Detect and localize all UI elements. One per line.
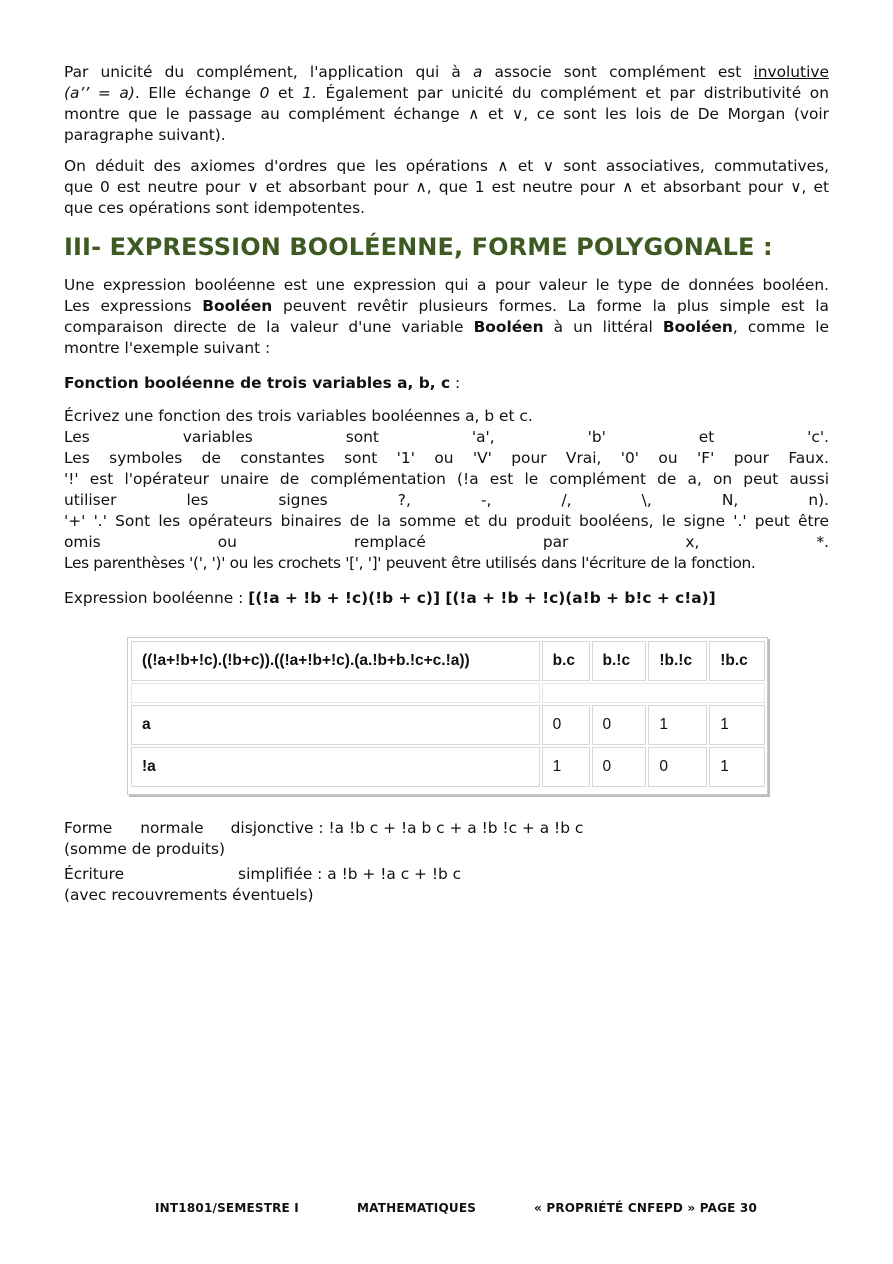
text-line	[64, 83, 829, 104]
expression-label: Expression booléenne :	[64, 589, 249, 607]
footer-course-code: INT1801/SEMESTRE I	[155, 1201, 299, 1215]
text-line: montre que le passage au complément échange ∧ et ∨, ce sont les lois de De Morgan (voir	[64, 105, 829, 123]
constant-one: 1.	[302, 84, 317, 102]
rule-line: Écrivez une fonction des trois variables booléennes a, b et c.	[64, 407, 533, 425]
paragraph-involution	[64, 62, 829, 146]
rule-line: Les variables sont 'a', 'b' et 'c'.	[64, 428, 829, 446]
rule-line: '!' est l'opérateur unaire de complémentation (!a est le complément de a, on peut aussi	[64, 470, 829, 488]
rule-line: '+' '.' Sont les opérateurs binaires de la somme et du produit booléens, le signe '.' peut être	[64, 512, 829, 530]
text-span: Par unicité du complément, l'application qui à	[64, 63, 461, 81]
bold-term: Booléen	[662, 318, 733, 336]
table-spacer-cell	[131, 683, 540, 703]
paragraph-boolean-expression	[64, 275, 829, 359]
text-span: disjonctive : !a !b c + !a b c + a !b !c + a !b c	[230, 819, 584, 837]
ecriture-subtitle: (avec recouvrements éventuels)	[64, 886, 314, 904]
ecriture-block	[64, 864, 461, 906]
table-cell: 1	[648, 705, 707, 745]
forme-normale-subtitle: (somme de produits)	[64, 840, 225, 858]
table-spacer-cell	[542, 683, 765, 703]
text-span: Écriture	[64, 865, 125, 883]
table-cell: 0	[648, 747, 707, 787]
document-body	[64, 62, 829, 609]
row-label: !a	[131, 747, 540, 787]
bold-term: Booléen	[473, 318, 544, 336]
subheading-rest: :	[450, 374, 461, 392]
subheading	[64, 373, 829, 394]
text-line	[64, 317, 829, 338]
forme-normale-line	[64, 818, 583, 839]
involutive-term: involutive	[753, 63, 829, 81]
text-span: . Elle échange	[134, 84, 251, 102]
text-line: Une expression booléenne est une expression qui a pour valeur le type de données booléen.	[64, 276, 829, 294]
table-header-cell: b.c	[542, 641, 590, 681]
table-cell: 1	[542, 747, 590, 787]
variable-a: a	[472, 63, 483, 81]
bold-term: Booléen	[202, 297, 273, 315]
text-span: comparaison directe de la valeur d'une variable	[64, 318, 464, 336]
footer-subject: MATHEMATIQUES	[357, 1201, 477, 1215]
section-heading: III- EXPRESSION BOOLÉENNE, FORME POLYGONALE :	[64, 233, 773, 261]
karnaugh-grid	[129, 639, 767, 789]
rules-block	[64, 406, 829, 574]
text-line: On déduit des axiomes d'ordres que les opérations ∧ et ∨ sont associatives, commutatives,	[64, 157, 829, 175]
table-header-cell: b.!c	[592, 641, 647, 681]
table-cell: 1	[709, 747, 765, 787]
table-header-cell: !b.c	[709, 641, 765, 681]
ecriture-line	[64, 864, 461, 885]
text-line: paragraphe suivant).	[64, 126, 226, 144]
text-span: peuvent revêtir plusieurs formes. La forme la plus simple est la	[282, 297, 829, 315]
rule-line: Les parenthèses '(', ')' ou les crochets '[', ']' peuvent être utilisés dans l'écriture de la fonction.	[64, 554, 756, 572]
rule-line: Les symboles de constantes sont '1' ou 'V' pour Vrai, '0' ou 'F' pour Faux.	[64, 449, 829, 467]
table-cell: 0	[592, 705, 647, 745]
karnaugh-table	[127, 637, 768, 795]
rule-line: omis ou remplacé par x, *.	[64, 533, 829, 551]
text-span: , comme le	[732, 318, 829, 336]
expression-value: [(!a + !b + !c)(!b + c)] [(!a + !b + !c)(a!b + b!c + c!a)]	[248, 589, 716, 607]
text-span: simplifiée : a !b + !a c + !b c	[238, 865, 462, 883]
constant-zero: 0	[259, 84, 270, 102]
table-spacer-row	[131, 683, 765, 703]
text-line	[64, 62, 829, 83]
subheading-bold: Fonction booléenne de trois variables a, b, c	[64, 374, 451, 392]
text-line: montre l'exemple suivant :	[64, 339, 271, 357]
rule-line: utiliser les signes ?, -, /, \, N, n).	[64, 491, 829, 509]
text-span: Également par unicité du complément et par distributivité on	[325, 84, 829, 102]
table-header-cell: !b.!c	[648, 641, 707, 681]
table-header-row	[131, 641, 765, 681]
text-line: que 0 est neutre pour ∨ et absorbant pour ∧, que 1 est neutre pour ∧ et absorbant pour ∨, et	[64, 178, 829, 196]
text-span: et	[278, 84, 294, 102]
text-span: Forme	[64, 819, 113, 837]
text-span: Les expressions	[64, 297, 192, 315]
text-span: normale	[140, 819, 204, 837]
text-line	[64, 296, 829, 317]
expression-line	[64, 588, 829, 609]
text-span: associe sont complément est	[494, 63, 742, 81]
table-header-expression: ((!a+!b+!c).(!b+c)).((!a+!b+!c).(a.!b+b.!c+c.!a))	[131, 641, 540, 681]
text-line: que ces opérations sont idempotentes.	[64, 199, 366, 217]
forme-normale-block	[64, 818, 583, 860]
table-row	[131, 705, 765, 745]
row-label: a	[131, 705, 540, 745]
table-cell: 0	[542, 705, 590, 745]
formula-involution: (a’’ = a)	[64, 84, 135, 102]
paragraph-axioms	[64, 156, 829, 219]
text-span: à un littéral	[553, 318, 653, 336]
table-cell: 1	[709, 705, 765, 745]
table-cell: 0	[592, 747, 647, 787]
footer-page-number: « PROPRIÉTÉ CNFEPD » PAGE 30	[534, 1201, 758, 1215]
table-row	[131, 747, 765, 787]
